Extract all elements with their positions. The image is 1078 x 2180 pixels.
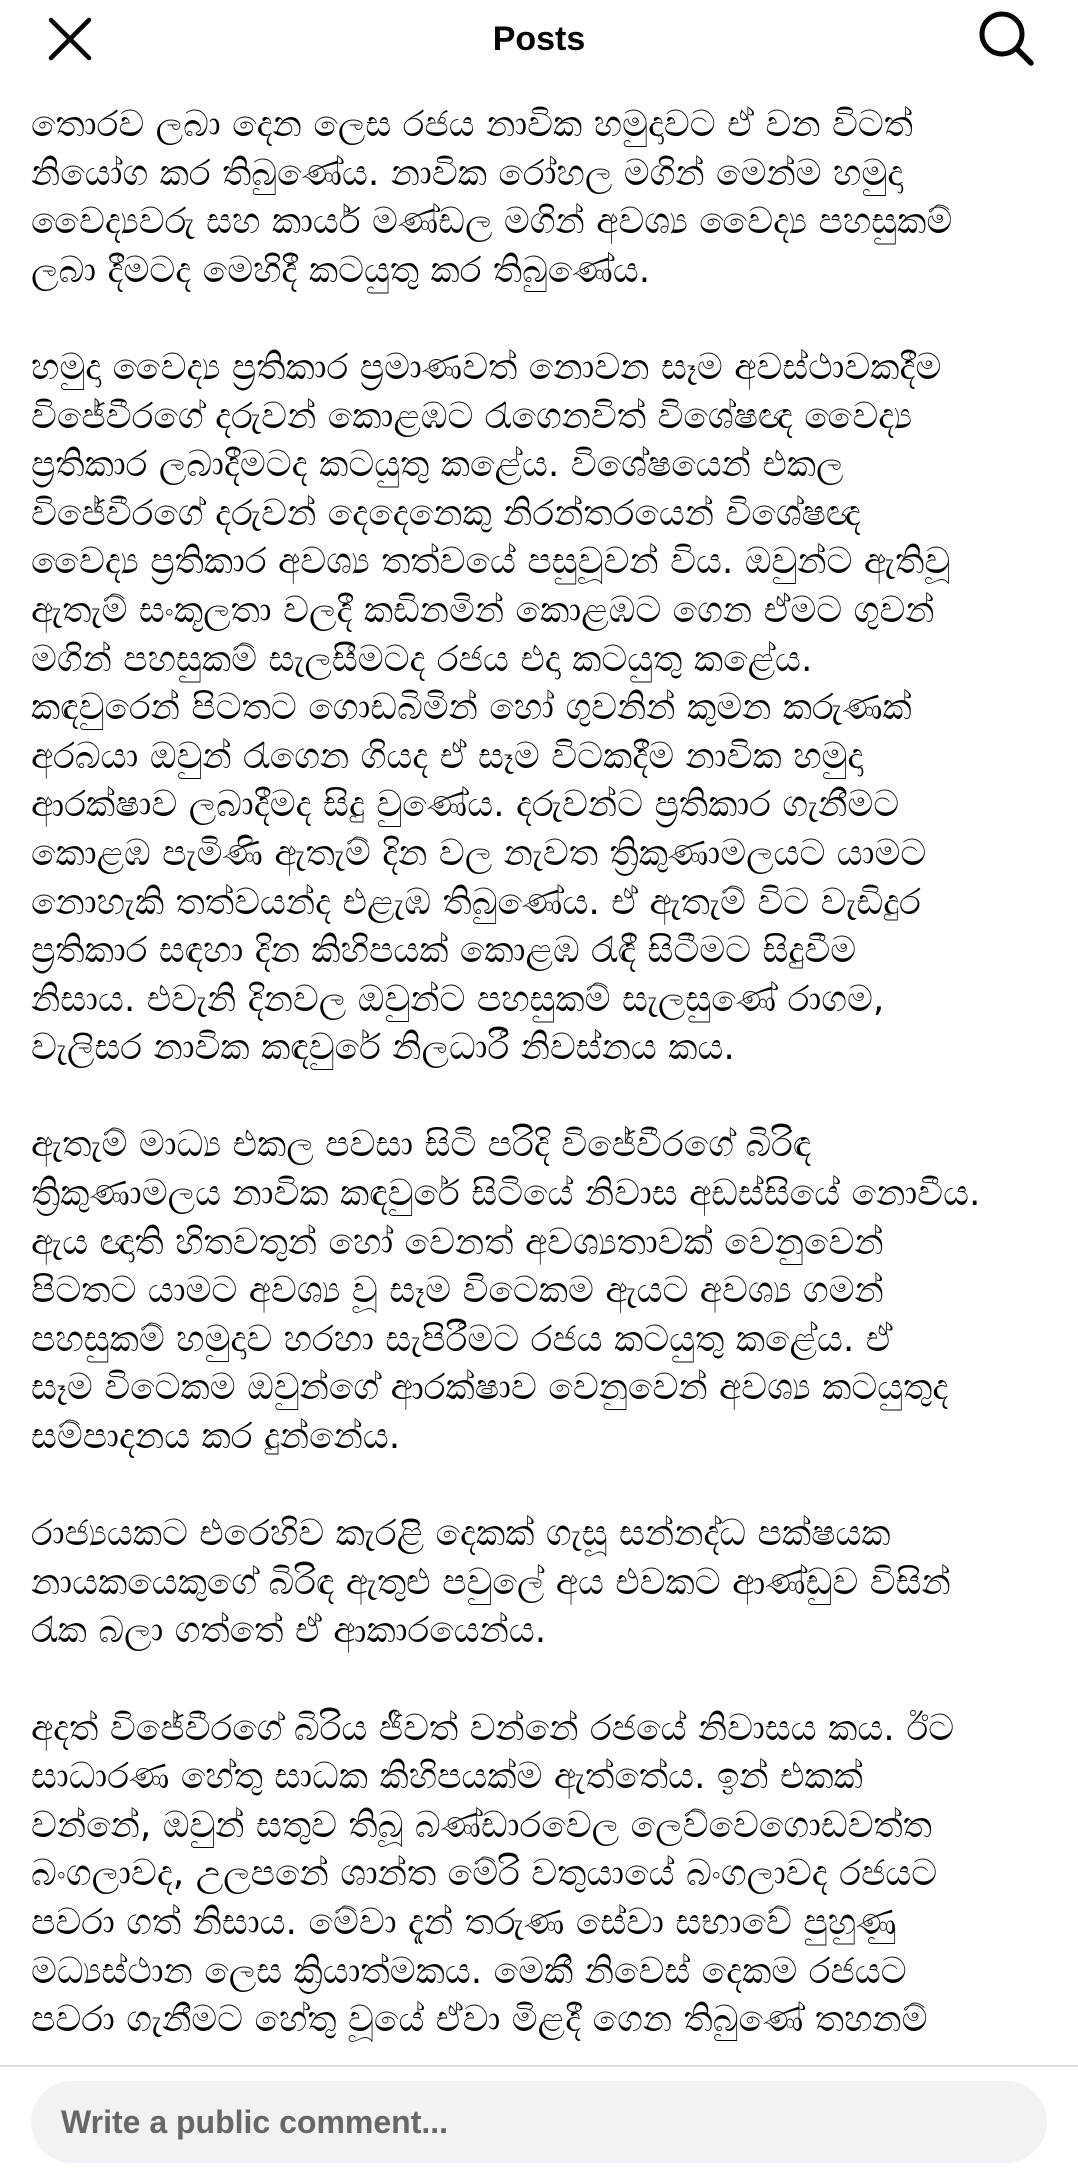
text-line: පහසුකම් හමුදාව හරහා සැපිරීමට රජය කටයුතු කළේය. ඒ bbox=[31, 1318, 893, 1360]
text-line: නියෝග කර තිබුණේය. නාවික රෝහල මගින් මෙන්ම හමුදා bbox=[31, 152, 904, 194]
comment-box[interactable] bbox=[31, 2081, 1047, 2163]
text-line: වෛද්‍යවරු සහ කාර්ය මණ්ඩල මගින් අවශ්‍ය වෛද්‍ය පහසුකම් bbox=[31, 201, 953, 243]
text-line: තොරව ලබා දෙන ලෙස රජය නාවික හමුදාවට ඒ වන විටත් bbox=[31, 104, 913, 145]
text-line: මගින් පහසුකම් සැලසීමටද රජය එදා කටයුතු කළේය. bbox=[31, 638, 813, 680]
text-line: බංගලාවද, උලපනේ ශාන්ත මේරි වතුයායේ බංගලාවද රජයට bbox=[31, 1853, 938, 1895]
text-line: විජේවීරගේ දරුවන් දෙදෙනෙකු නිරන්තරයෙන් විශේෂඥ bbox=[31, 492, 861, 534]
comment-input[interactable] bbox=[31, 2081, 1047, 2163]
text-line: පවරා ගැනීමට හේතු වූයේ ඒවා මිළදී ගෙන තිබුණේ තහනම් bbox=[31, 1999, 928, 2041]
text-line: කොළඹ පැමිණි ඇතැම් දින වල නැවත ත්‍රිකුණාමලයට යාමට bbox=[31, 832, 927, 874]
comment-bar bbox=[0, 2065, 1078, 2180]
search-button[interactable] bbox=[976, 8, 1036, 68]
text-line: රැක බලා ගත්තේ ඒ ආකාරයෙන්ය. bbox=[31, 1610, 547, 1652]
paragraph bbox=[31, 344, 1058, 1073]
text-line: ප්‍රතිකාර ලබාදීමටද කටයුතු කළේය. විශේෂයෙන් එකල bbox=[31, 444, 844, 486]
text-line: පවරා ගත් නිසාය. මේවා දැන් තරුණ සේවා සභාවේ පුහුණු bbox=[31, 1901, 897, 1943]
text-line: අරබයා ඔවුන් රැගෙන ගියද ඒ සෑම විටකදීම නාවික හමුදා bbox=[31, 735, 864, 777]
paragraph bbox=[31, 1705, 1058, 2045]
text-line: විජේවීරගේ දරුවන් කොළඹට රැගෙනවිත් විශේෂඥ වෛද්‍ය bbox=[31, 395, 913, 437]
paragraph bbox=[31, 1510, 1058, 1656]
text-line: නොහැකි තත්වයන්ද එළැඹ තිබුණේය. ඒ ඇතැම් විට වැඩිදුර bbox=[31, 881, 921, 923]
text-line: කඳවුරෙන් පිටතට ගොඩබිමින් හෝ ගුවනින් කුමන කරුණක් bbox=[31, 687, 912, 729]
text-line: රාජ්‍යයකට එරෙහිව කැරළි දෙකක් ගැසූ සන්නද්ධ පක්ෂයක bbox=[31, 1513, 891, 1555]
paragraph bbox=[31, 101, 1058, 295]
text-line: අදත් විජේවීරගේ බිරිය ජීවත් වන්නේ රජයේ නිවාසය කය. ඊට bbox=[31, 1707, 955, 1749]
top-bar bbox=[0, 0, 1078, 74]
page-title: Posts bbox=[492, 20, 586, 58]
text-line: හමුදා වෛද්‍ය ප්‍රතිකාර ප්‍රමාණවත් නොවන සෑම අවස්ථාවකදීම bbox=[31, 346, 942, 388]
text-line: මධ්‍යස්ථාන ලෙස ක්‍රියාත්මකය. මෙකී නිවෙස් දෙකම රජයට bbox=[31, 1950, 907, 1992]
text-line: සම්පාදනය කර දුන්නේය. bbox=[31, 1416, 401, 1458]
text-line: ත්‍රිකුණාමලය නාවික කඳවුරේ සිටියේ නිවාස අඩස්සියේ නොවීය. bbox=[31, 1173, 981, 1215]
text-line: ඇය ඥාති හිතවතුන් හෝ වෙනත් අවශ්‍යතාවක් වෙනුවෙන් bbox=[31, 1221, 884, 1263]
text-line: නිසාය. එවැනි දිනවල ඔවුන්ට පහසුකම් සැලසුණේ රාගම, bbox=[31, 978, 885, 1020]
text-line: පිටතට යාමට අවශ්‍ය වූ සෑම විටෙකම ඇයට අවශ්‍ය ගමන් bbox=[31, 1270, 884, 1312]
text-line: සාධාරණ හේතු සාධක කිහිපයක්ම ඇත්තේය. ඉන් එකක් bbox=[31, 1756, 863, 1798]
text-line: ඇතැම් සංකූලතා වලදී කඩිනමින් කොළඹට ගෙන ඒමට ගුවන් bbox=[31, 589, 935, 631]
text-line: වන්නේ, ඔවුන් සතුව තිබූ බණ්ඩාරවෙල ලෙව්වෙගොඩවත්ත bbox=[31, 1804, 932, 1846]
close-button[interactable] bbox=[47, 16, 93, 62]
text-line: ලබා දීමටද මෙහිදී කටයුතු කර තිබුණේය. bbox=[31, 249, 651, 291]
text-line: සෑම විටෙකම ඔවුන්ගේ ආරක්ෂාව වෙනුවෙන් අවශ්‍ය කටයුතුද bbox=[31, 1367, 949, 1409]
text-line: ආරක්ෂාව ලබාදීමද සිදු වුණේය. දරුවන්ට ප්‍රතිකාර ගැනීමට bbox=[31, 784, 900, 826]
text-line: ඇතැම් මාධ්‍ය එකල පවසා සිටි පරිදි විජේවීරගේ බිරිඳ bbox=[31, 1124, 812, 1166]
text-line: ප්‍රතිකාර සඳහා දින කිහිපයක් කොළඹ රැඳී සිටීමට සිදුවීම bbox=[31, 930, 857, 972]
search-icon bbox=[976, 8, 1036, 68]
post-body bbox=[31, 101, 1058, 2093]
paragraph bbox=[31, 1121, 1058, 1461]
close-icon bbox=[47, 16, 93, 62]
text-line: වැලිසර නාවික කඳවුරේ නිලධාරී නිවස්නය කය. bbox=[31, 1027, 735, 1069]
text-line: නායකයෙකුගේ බිරිඳ ඇතුළු පවුලේ අය එවකට ආණ්ඩුව විසින් bbox=[31, 1561, 951, 1603]
text-line: වෛද්‍ය ප්‍රතිකාර අවශ්‍ය තත්වයේ පසුවූවන් විය. ඔවුන්ට ඇතිවූ bbox=[31, 541, 951, 583]
